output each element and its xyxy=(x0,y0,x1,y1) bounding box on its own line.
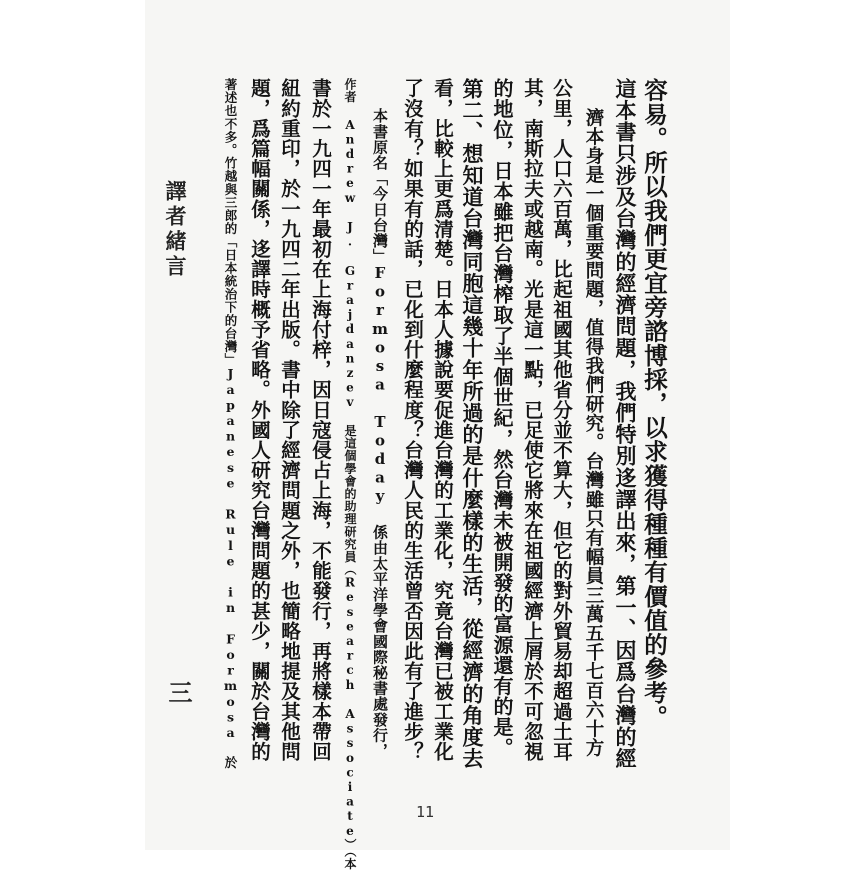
text-column: 書於一九四一年最初在上海付梓，因日寇侵占上海，不能發行，再將樣本帶回 xyxy=(309,78,332,762)
side-page-number: 三 xyxy=(164,680,193,704)
running-title: 譯者緒言 xyxy=(163,180,188,280)
text-column: 這本書只涉及台灣的經濟問題，我們特別迻譯出來，第一、因爲台灣的經 xyxy=(613,78,638,770)
text-column: 公里，人口六百萬，比起祖國其他省分並不算大，但它的對外貿易却超過土耳 xyxy=(550,78,573,762)
text-column: 濟本身是一個重要問題，值得我們研究。台灣雖只有幅員三萬五千七百六十方 xyxy=(583,108,604,758)
text-column: 看，比較上更爲清楚。日本人據說要促進台灣的工業化，究竟台灣已被工業化 xyxy=(431,78,454,762)
text-column: 第二、想知道台灣同胞這幾十年所過的是什麼樣的生活，從經濟的角度去 xyxy=(460,78,485,770)
text-column: 其，南斯拉夫或越南。光是這一點，已足使它將來在祖國經濟上屑於不可忽視 xyxy=(521,78,544,762)
text-column: 作者 Andrew J. Grajdanzev 是這個學會的助理研究員（Research Associate）（本 xyxy=(343,78,357,870)
text-column: 本書原名「今日台灣」Formosa Today 係由太平洋學會國際秘書處發行， xyxy=(371,108,389,759)
text-column: 題，爲篇幅關係，迻譯時概予省略。外國人研究台灣問題的甚少，關於台灣的 xyxy=(248,78,271,762)
page-number: 11 xyxy=(415,803,435,821)
text-column: 容易。所以我們更宜旁諮博採，以求獲得種種有價值的參考。 xyxy=(640,78,668,729)
text-column: 著述也不多。竹越與三郎的「日本統治下的台灣」Japanese Rule in Formosa 於 xyxy=(223,78,238,770)
text-column: 的地位，日本雖把台灣榨取了半個世紀，然台灣未被開發的富源還有的是。 xyxy=(490,78,514,758)
text-column: 紐約重印，於一九四二年出版。書中除了經濟問題之外，也簡略地提及其他問 xyxy=(278,78,301,762)
text-column: 了沒有？如果有的話，已化到什麼程度？台灣人民的生活曾否因此有了進步？ xyxy=(401,78,424,762)
